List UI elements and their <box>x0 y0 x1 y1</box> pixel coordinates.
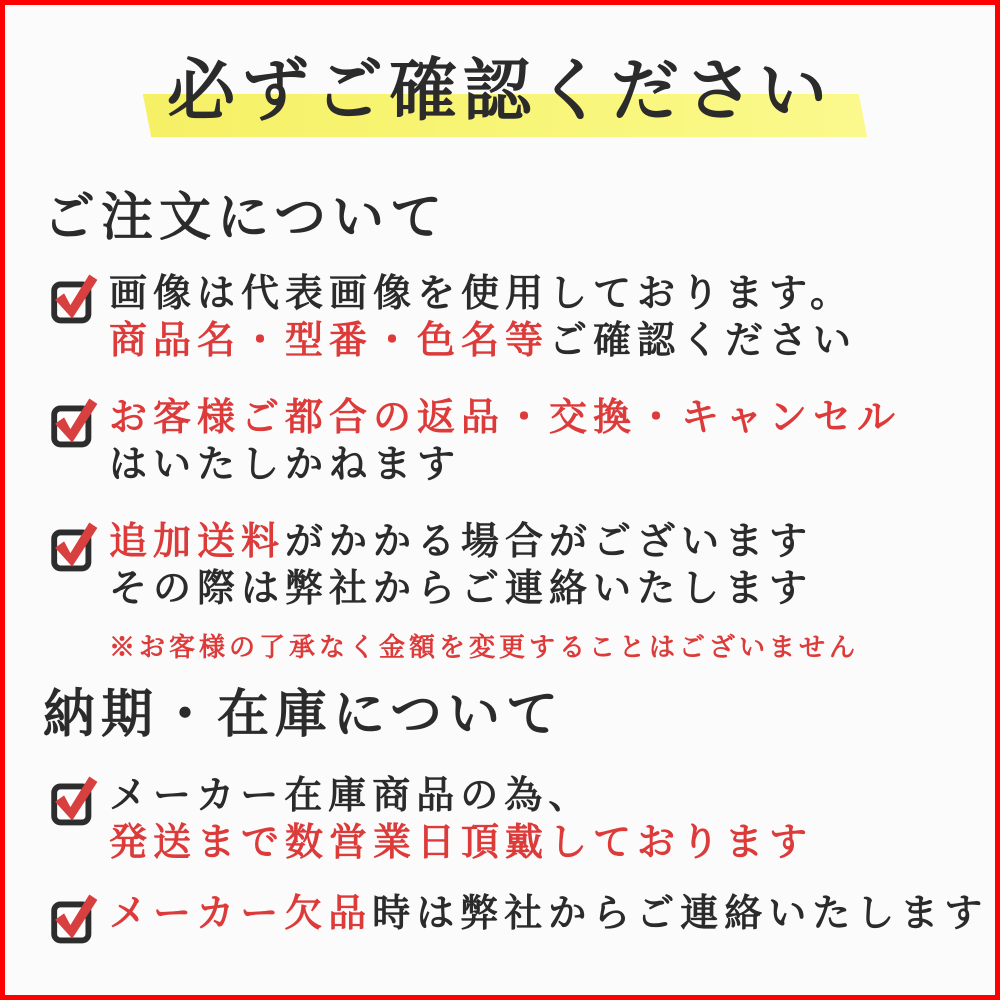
item-text <box>109 889 988 936</box>
text-segment-red: 追加送料 <box>109 518 286 563</box>
item-line <box>109 269 857 316</box>
checkbox-icon <box>47 887 101 947</box>
text-segment: 画像は代表画像を使用しております。 <box>109 270 854 315</box>
item-line <box>109 440 901 487</box>
checkbox-icon <box>47 515 101 575</box>
item-text <box>109 393 901 487</box>
section-heading-stock: 納期・在庫について <box>43 684 564 745</box>
item-line <box>109 316 857 363</box>
text-segment-red: 商品名・型番・色名等 <box>109 317 550 362</box>
item-text <box>109 269 857 363</box>
list-item-maker-shortage <box>47 889 988 947</box>
checkbox-icon <box>47 391 101 451</box>
checkbox-icon <box>47 769 101 829</box>
page-title: 必ずご確認ください <box>166 51 833 131</box>
text-segment: がかかる場合がございます <box>285 518 814 563</box>
text-segment: はいたしかねます <box>109 441 462 486</box>
item-note: ※お客様の了承なく金額を変更することはございません <box>109 633 860 663</box>
list-item-extra-shipping <box>47 517 859 661</box>
item-line <box>109 771 813 818</box>
item-line <box>109 393 901 440</box>
list-item-representative-image <box>47 269 857 363</box>
item-line <box>109 517 859 564</box>
list-item-no-returns <box>47 393 901 487</box>
text-segment: 時は弊社からご連絡いたします <box>372 890 989 935</box>
text-segment: ご確認ください <box>549 317 858 362</box>
item-text <box>109 517 859 661</box>
item-line <box>109 818 813 865</box>
list-item-maker-stock <box>47 771 813 865</box>
section-heading-order: ご注文について <box>43 187 448 248</box>
item-text <box>109 771 813 865</box>
item-line <box>109 889 988 936</box>
checkbox-icon <box>47 267 101 327</box>
text-segment-red: メーカー欠品 <box>109 890 373 935</box>
text-segment: メーカー在庫商品の為、 <box>109 772 593 817</box>
text-segment-red: お客様ご都合の返品・交換・キャンセル <box>109 394 902 439</box>
text-segment: その際は弊社からご連絡いたします <box>109 565 814 610</box>
text-segment-red: 発送まで数営業日頂戴しております <box>109 819 814 864</box>
item-line <box>109 564 859 611</box>
